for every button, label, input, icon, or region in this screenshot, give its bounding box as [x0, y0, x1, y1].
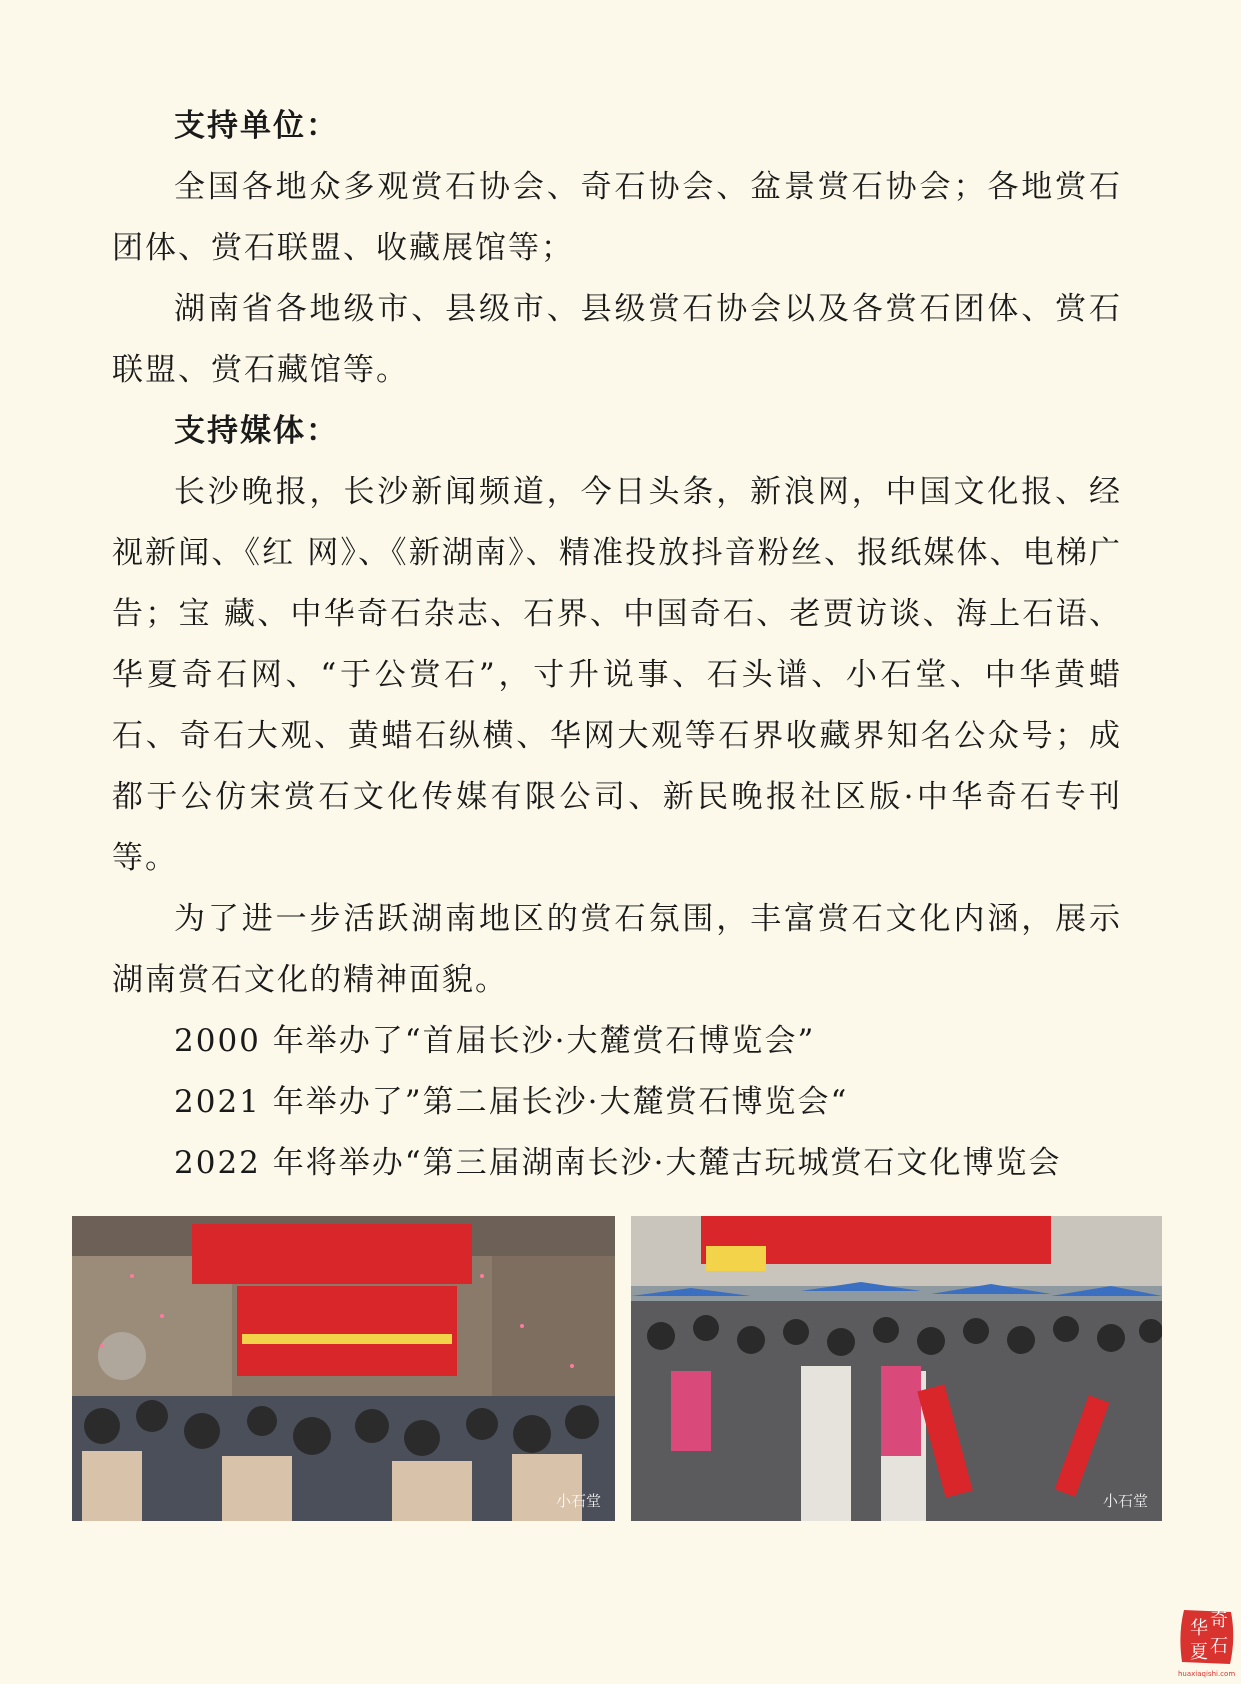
support-units-paragraph-2: 湖南省各地级市、县级市、县级赏石协会以及各赏石团体、赏石联盟、赏石藏馆等。 — [112, 291, 1122, 388]
event-photo-right — [631, 1216, 1162, 1521]
event-photo-left — [72, 1216, 615, 1521]
history-line-3: 2022 年将举办“第三届湖南长沙·大麓古玩城赏石文化博览会 — [174, 1145, 1062, 1181]
svg-text:奇: 奇 — [1210, 1610, 1228, 1631]
crowd-photo-image — [631, 1216, 1162, 1521]
article-body — [112, 96, 1122, 1194]
support-units-heading: 支持单位： — [174, 108, 339, 144]
event-photos — [72, 1216, 1162, 1521]
photo-watermark-right: 小石堂 — [1102, 1492, 1148, 1510]
crowd-photo-image — [72, 1216, 615, 1521]
svg-text:huaxiaqishi.com: huaxiaqishi.com — [1178, 1670, 1236, 1678]
photo-watermark-left: 小石堂 — [555, 1492, 601, 1510]
history-line-1: 2000 年举办了“首届长沙·大麓赏石博览会” — [174, 1023, 816, 1059]
huaxia-qishi-logo — [1176, 1604, 1238, 1680]
support-units-paragraph-1: 全国各地众多观赏石协会、奇石协会、盆景赏石协会；各地赏石团体、赏石联盟、收藏展馆等； — [112, 169, 1122, 266]
support-media-heading: 支持媒体： — [174, 413, 339, 449]
history-line-2: 2021 年举办了”第二届长沙·大麓赏石博览会“ — [174, 1084, 849, 1120]
support-media-paragraph: 长沙晚报，长沙新闻频道，今日头条，新浪网，中国文化报、经视新闻、《红 网》、《新湖南》、精准投放抖音粉丝、报纸媒体、电梯广告；宝 藏、中华奇石杂志、石界、中国奇石、老贾访谈、海上石语、华夏奇石网、“于公赏石”，寸升说事、石头谱、小石堂、中华黄蜡石、奇石大观、黄蜡石纵横、华网大观等石界收藏界知名公众号；成都于公仿宋赏石文化传媒有限公司、新民晚报社区版·中华奇石专刊 等。 — [112, 474, 1122, 876]
svg-text:石: 石 — [1210, 1636, 1228, 1657]
svg-text:夏: 夏 — [1190, 1642, 1208, 1663]
purpose-paragraph: 为了进一步活跃湖南地区的赏石氛围，丰富赏石文化内涵，展示湖南赏石文化的精神面貌。 — [112, 901, 1122, 998]
svg-text:华: 华 — [1190, 1618, 1208, 1639]
